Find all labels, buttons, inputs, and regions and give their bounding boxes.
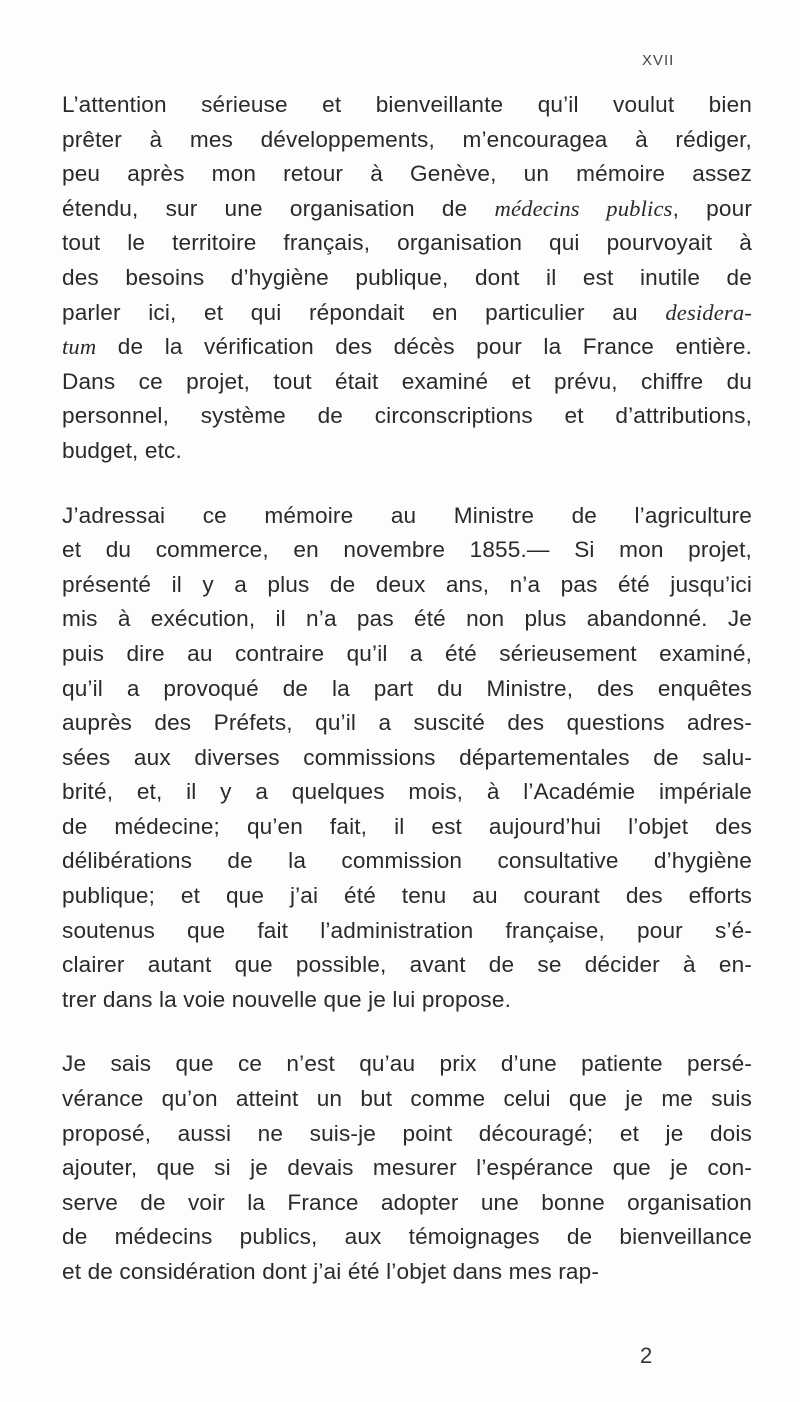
text-segment: J’adressai ce mémoire au Ministre de l’agriculture — [62, 502, 752, 528]
text-segment: qu’il a provoqué de la part du Ministre, des enquêtes — [62, 675, 752, 701]
text-segment: publique; et que j’ai été tenu au courant des efforts — [62, 883, 752, 909]
text-segment: soutenus que fait l’administration française, pour s’é- — [62, 917, 752, 943]
text-line — [62, 983, 752, 1018]
text-segment: et du commerce, en novembre 1855.— Si mon projet, — [62, 537, 752, 563]
text-line — [62, 844, 752, 879]
text-segment: vérance qu’on atteint un but comme celui que je me suis — [62, 1086, 752, 1112]
text-segment: proposé, aussi ne suis-je point découragé; et je dois — [62, 1120, 752, 1146]
text-line — [62, 775, 752, 810]
text-line — [62, 434, 752, 469]
text-line — [62, 810, 752, 845]
text-line — [62, 706, 752, 741]
text-line — [62, 88, 752, 123]
text-segment: des besoins d’hygiène publique, dont il est inutile de — [62, 264, 752, 290]
text-line — [62, 1151, 752, 1186]
text-segment: parler ici, et qui répondait en particulier au — [62, 299, 666, 325]
text-segment: peu après mon retour à Genève, un mémoire assez — [62, 161, 752, 187]
text-segment: et de considération dont j’ai été l’objet dans mes rap- — [62, 1259, 600, 1284]
text-line — [62, 1047, 752, 1082]
page-number-roman: XVII — [642, 52, 675, 69]
text-segment: étendu, sur une organisation de — [62, 195, 495, 221]
text-segment: délibérations de la commission consultative d’hygiène — [62, 848, 752, 874]
text-segment: de la vérification des décès pour la France entière. — [96, 334, 752, 360]
text-line — [62, 568, 752, 603]
paragraph — [62, 88, 752, 469]
text-segment: Je sais que ce n’est qu’au prix d’une patiente persé- — [62, 1051, 752, 1077]
text-segment: de médecins publics, aux témoignages de bienveillance — [62, 1224, 752, 1250]
text-segment: puis dire au contraire qu’il a été sérieusement examiné, — [62, 640, 752, 666]
text-segment: trer dans la voie nouvelle que je lui propose. — [62, 986, 512, 1012]
text-line — [62, 226, 752, 261]
text-line — [62, 879, 752, 914]
text-line — [62, 365, 752, 400]
text-line — [62, 948, 752, 983]
text-line — [62, 123, 752, 158]
paragraph — [62, 499, 752, 1018]
text-segment: sées aux diverses commissions départementales de salu- — [62, 744, 752, 770]
text-line — [62, 399, 752, 434]
body-text — [62, 88, 752, 1290]
text-line — [62, 602, 752, 637]
text-segment: tout le territoire français, organisation qui pourvoyait à — [62, 230, 752, 256]
text-line — [62, 1220, 752, 1255]
text-segment: clairer autant que possible, avant de se décider à en- — [62, 952, 752, 978]
text-segment: budget, etc. — [62, 437, 182, 463]
text-line — [62, 499, 752, 534]
text-line — [62, 1255, 752, 1290]
text-line — [62, 533, 752, 568]
text-segment: , pour — [672, 195, 752, 221]
text-line — [62, 914, 752, 949]
text-segment: brité, et, il y a quelques mois, à l’Académie impériale — [62, 779, 752, 805]
text-line — [62, 741, 752, 776]
text-line — [62, 637, 752, 672]
text-segment: auprès des Préfets, qu’il a suscité des questions adres- — [62, 710, 752, 736]
text-segment: mis à exécution, il n’a pas été non plus abandonné. Je — [62, 606, 752, 632]
italic-term: desidera- — [665, 299, 752, 325]
text-line — [62, 330, 752, 365]
text-line — [62, 1117, 752, 1152]
text-line — [62, 1082, 752, 1117]
paragraph — [62, 1047, 752, 1289]
text-segment: serve de voir la France adopter une bonne organisation — [62, 1189, 752, 1215]
text-segment: L’attention sérieuse et bienveillante qu’il voulut bien — [62, 92, 752, 117]
text-line — [62, 296, 752, 331]
text-segment: de médecine; qu’en fait, il est aujourd’hui l’objet des — [62, 813, 752, 839]
paragraph-gap — [62, 1017, 752, 1047]
text-segment: personnel, système de circonscriptions et d’attributions, — [62, 403, 752, 429]
signature-mark: 2 — [640, 1343, 653, 1368]
text-line — [62, 1186, 752, 1221]
text-segment: présenté il y a plus de deux ans, n’a pas été jusqu’ici — [62, 571, 752, 597]
text-line — [62, 672, 752, 707]
paragraph-gap — [62, 469, 752, 499]
italic-term: médecins publics — [494, 195, 673, 221]
text-segment: Dans ce projet, tout était examiné et prévu, chiffre du — [62, 368, 752, 394]
text-segment: ajouter, que si je devais mesurer l’espérance que je con- — [62, 1155, 752, 1181]
text-line — [62, 261, 752, 296]
text-line — [62, 157, 752, 192]
text-line — [62, 192, 752, 227]
text-segment: prêter à mes développements, m’encouragea à rédiger, — [62, 126, 752, 152]
italic-term: tum — [62, 334, 97, 360]
